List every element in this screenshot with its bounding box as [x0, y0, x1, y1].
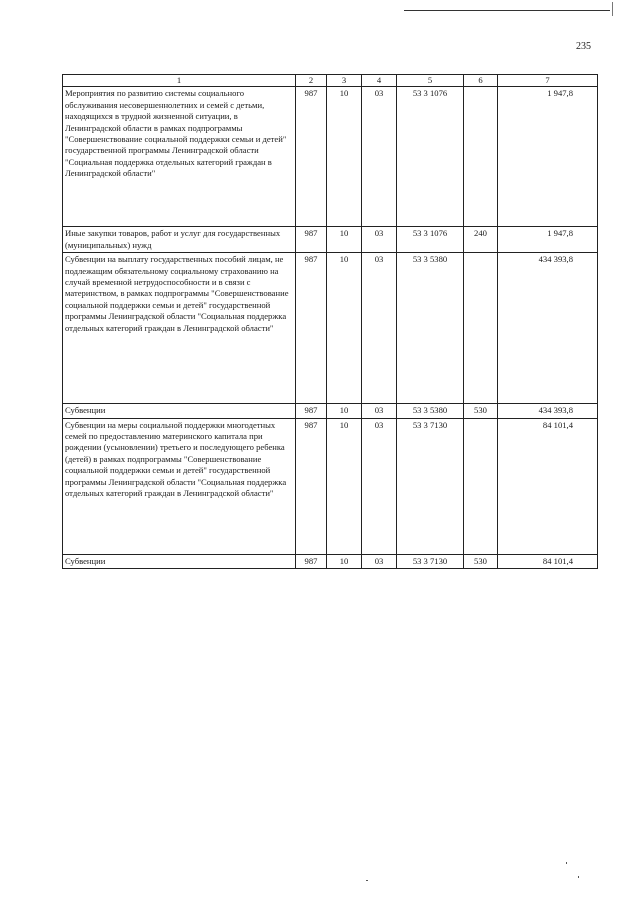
- row-col-4: 03: [362, 227, 397, 253]
- row-name: Субвенции: [63, 554, 296, 568]
- corner-mark: [612, 2, 617, 16]
- row-col-3: 10: [327, 418, 362, 554]
- row-col-6: [464, 87, 498, 227]
- table-header-row: [63, 75, 598, 87]
- row-name: Субвенции на меры социальной поддержки многодетных семей по предоставлению материнского капитала при рождении (усыновлении) третьего и последующего ребенка (детей) в рамках подпрограммы "Совершенствование социальной поддержки семьи и детей" государственной программы Ленинградской области "Социальная поддержка отдельных категорий граждан в Ленинградской области": [63, 418, 296, 554]
- row-name: Мероприятия по развитию системы социального обслуживания несовершеннолетних и семей с детьми, находящихся в трудной жизненной ситуации, в Ленинградской области в рамках подпрограммы "Совершенствование социальной поддержки семьи и детей" государственной программы Ленинградской области "Социальная поддержка отдельных категорий граждан в Ленинградской области": [63, 87, 296, 227]
- row-col-7: 84 101,4: [498, 554, 598, 568]
- row-col-4: 03: [362, 87, 397, 227]
- row-col-4: 03: [362, 253, 397, 404]
- row-col-6: 530: [464, 554, 498, 568]
- table-row: [63, 253, 598, 404]
- row-col-2: 987: [296, 87, 327, 227]
- row-col-7: 434 393,8: [498, 253, 598, 404]
- header-cell-1: 1: [63, 75, 296, 87]
- row-col-5: 53 3 1076: [397, 227, 464, 253]
- row-col-6: [464, 418, 498, 554]
- row-col-2: 987: [296, 253, 327, 404]
- row-col-3: 10: [327, 554, 362, 568]
- table-row: [63, 87, 598, 227]
- row-col-7: 1 947,8: [498, 227, 598, 253]
- budget-table: [62, 74, 598, 569]
- row-name: Субвенции на выплату государственных пособий лицам, не подлежащим обязательному социальному страхованию на случай временной нетрудоспособности и в связи с материнством, в рамках подпрограммы "Совершенствование социальной поддержки семьи и детей" государственной программы Ленинградской области "Социальная поддержка отдельных категорий граждан в Ленинградской области": [63, 253, 296, 404]
- row-col-5: 53 3 7130: [397, 418, 464, 554]
- row-col-7: 434 393,8: [498, 404, 598, 418]
- row-col-7: 1 947,8: [498, 87, 598, 227]
- row-col-2: 987: [296, 227, 327, 253]
- row-name: Субвенции: [63, 404, 296, 418]
- row-col-5: 53 3 5380: [397, 404, 464, 418]
- row-col-6: 530: [464, 404, 498, 418]
- row-name: Иные закупки товаров, работ и услуг для государственных (муниципальных) нужд: [63, 227, 296, 253]
- row-col-4: 03: [362, 554, 397, 568]
- table-row: [63, 404, 598, 418]
- header-cell-4: 4: [362, 75, 397, 87]
- top-rule: [404, 10, 610, 11]
- table-row: [63, 418, 598, 554]
- row-col-6: 240: [464, 227, 498, 253]
- row-col-4: 03: [362, 418, 397, 554]
- row-col-5: 53 3 1076: [397, 87, 464, 227]
- row-col-6: [464, 253, 498, 404]
- header-cell-2: 2: [296, 75, 327, 87]
- row-col-2: 987: [296, 404, 327, 418]
- row-col-3: 10: [327, 87, 362, 227]
- row-col-3: 10: [327, 404, 362, 418]
- header-cell-7: 7: [498, 75, 598, 87]
- row-col-7: 84 101,4: [498, 418, 598, 554]
- row-col-3: 10: [327, 253, 362, 404]
- scan-speck: [566, 862, 567, 864]
- header-cell-3: 3: [327, 75, 362, 87]
- row-col-5: 53 3 5380: [397, 253, 464, 404]
- row-col-2: 987: [296, 554, 327, 568]
- header-cell-6: 6: [464, 75, 498, 87]
- header-cell-5: 5: [397, 75, 464, 87]
- table-row: [63, 227, 598, 253]
- scan-speck: [578, 876, 579, 878]
- row-col-5: 53 3 7130: [397, 554, 464, 568]
- table-row: [63, 554, 598, 568]
- row-col-3: 10: [327, 227, 362, 253]
- page-number: 235: [576, 41, 591, 52]
- row-col-4: 03: [362, 404, 397, 418]
- scan-speck: [366, 880, 368, 881]
- row-col-2: 987: [296, 418, 327, 554]
